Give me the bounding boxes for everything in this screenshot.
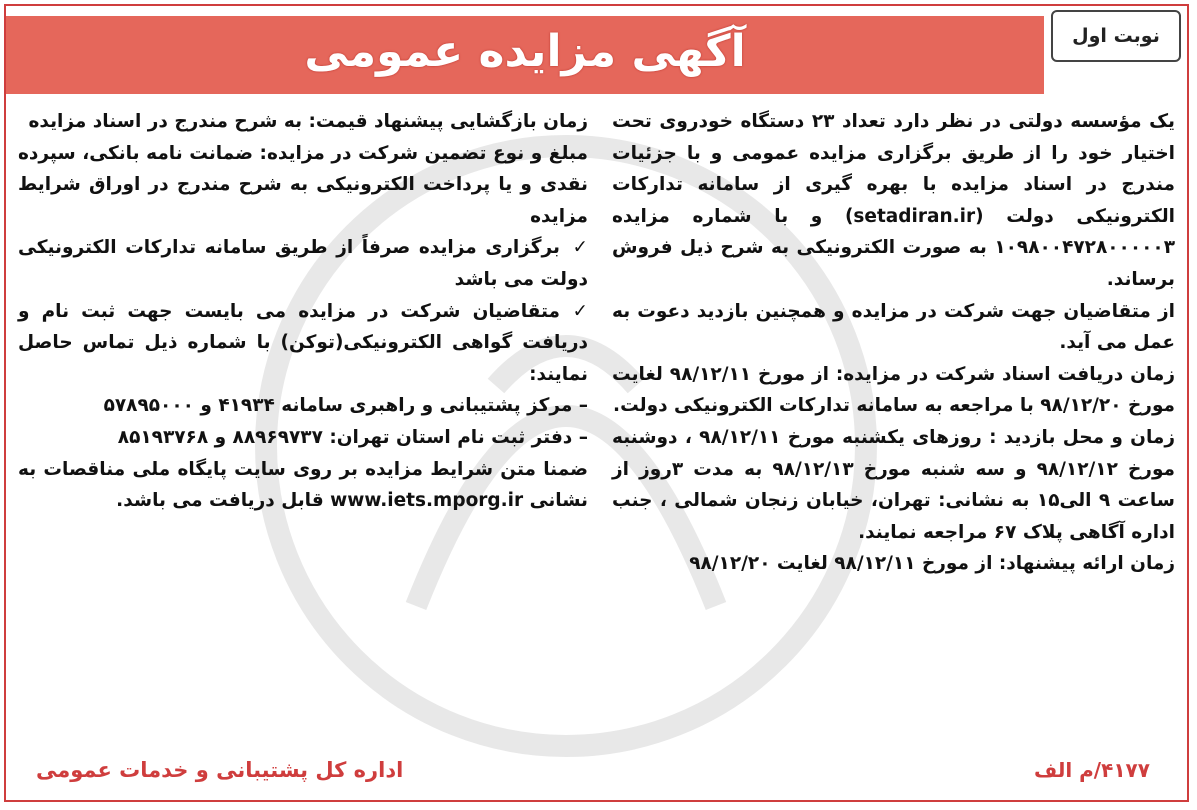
- iets-website-link[interactable]: www.iets.mporg.ir: [330, 490, 524, 512]
- support-center-paragraph: – مرکز پشتیبانی و راهبری سامانه ۴۱۹۳۴ و ۵۷۸۹۵۰۰۰: [103, 395, 588, 417]
- checkmark-icon: ✓: [572, 300, 588, 322]
- notice-frame: [4, 4, 1189, 802]
- check-item-2: ✓متقاضیان شرکت در مزایده می بایست جهت ثبت نام و دریافت گواهی الکترونیکی(توکن) با شماره ذیل تماس حاصل نمایند:: [18, 296, 588, 391]
- intro-paragraph: یک مؤسسه دولتی در نظر دارد تعداد ۲۳ دستگاه خودروی تحت اختیار خود را از طریق برگزاری مزایده عمومی و با جزئیات مندرج در اسناد مزایده با بهره گیری از سامانه تدارکات الکترونیکی دولت (setadiran.ir) و با شماره مزایده ۱۰۹۸۰۰۴۷۲۸۰۰۰۰۰۳ به صورت الکترونیکی به شرح ذیل فروش برساند.: [612, 111, 1176, 290]
- publication-round-badge: نوبت اول: [1051, 10, 1181, 62]
- visit-time-paragraph: زمان و محل بازدید : روزهای یکشنبه مورخ ۹۸/۱۲/۱۱ ، دوشنبه مورخ ۹۸/۱۲/۱۲ و سه شنبه مورخ ۹۸/۱۲/۱۳ به مدت ۳روز از ساعت ۹ الی۱۵ به نشانی: تهران، خیابان زنجان شمالی ، جنب اداره آگاهی پلاک ۶۷ مراجعه نمایند.: [612, 426, 1175, 543]
- documents-time-paragraph: زمان دریافت اسناد شرکت در مزایده: از مورخ ۹۸/۱۲/۱۱ لغایت مورخ ۹۸/۱۲/۲۰ با مراجعه به سامانه تدارکات الکترونیکی دولت.: [612, 363, 1175, 417]
- tehran-office-paragraph: – دفتر ثبت نام استان تهران: ۸۸۹۶۹۷۳۷ و ۸۵۱۹۳۷۶۸: [117, 426, 588, 448]
- setadiran-domain: (setadiran.ir): [844, 205, 984, 227]
- page-title: آگهی مزایده عمومی: [304, 26, 746, 77]
- reference-number: ۴۱۷۷/م الف: [1034, 758, 1150, 782]
- opening-time-paragraph: زمان بازگشایی پیشنهاد قیمت: به شرح مندرج در اسناد مزایده: [28, 111, 588, 132]
- website-paragraph: ضمنا متن شرایط مزایده بر روی سایت پایگاه ملی مناقصات به نشانی www.iets.mporg.ir قابل دریافت می باشد.: [18, 458, 588, 512]
- offer-time-paragraph: زمان ارائه پیشنهاد: از مورخ ۹۸/۱۲/۱۱ لغایت ۹۸/۱۲/۲۰: [689, 553, 1175, 575]
- check-item-1: ✓برگزاری مزایده صرفاً از طریق سامانه تدارکات الکترونیکی دولت می باشد: [18, 232, 588, 295]
- issuer-signature: اداره کل پشتیبانی و خدمات عمومی: [36, 758, 404, 782]
- guarantee-paragraph: مبلغ و نوع تضمین شرکت در مزایده: ضمانت نامه بانکی، سپرده نقدی و یا پرداخت الکترونیکی به شرح مندرج در اوراق شرایط مزایده: [18, 142, 588, 227]
- checkmark-icon: ✓: [572, 237, 588, 259]
- invitation-paragraph: از متقاضیان جهت شرکت در مزایده و همچنین بازدید دعوت به عمل می آید.: [612, 300, 1175, 354]
- right-column: [612, 106, 1175, 711]
- left-column: [18, 106, 588, 726]
- header-band: [6, 6, 1044, 94]
